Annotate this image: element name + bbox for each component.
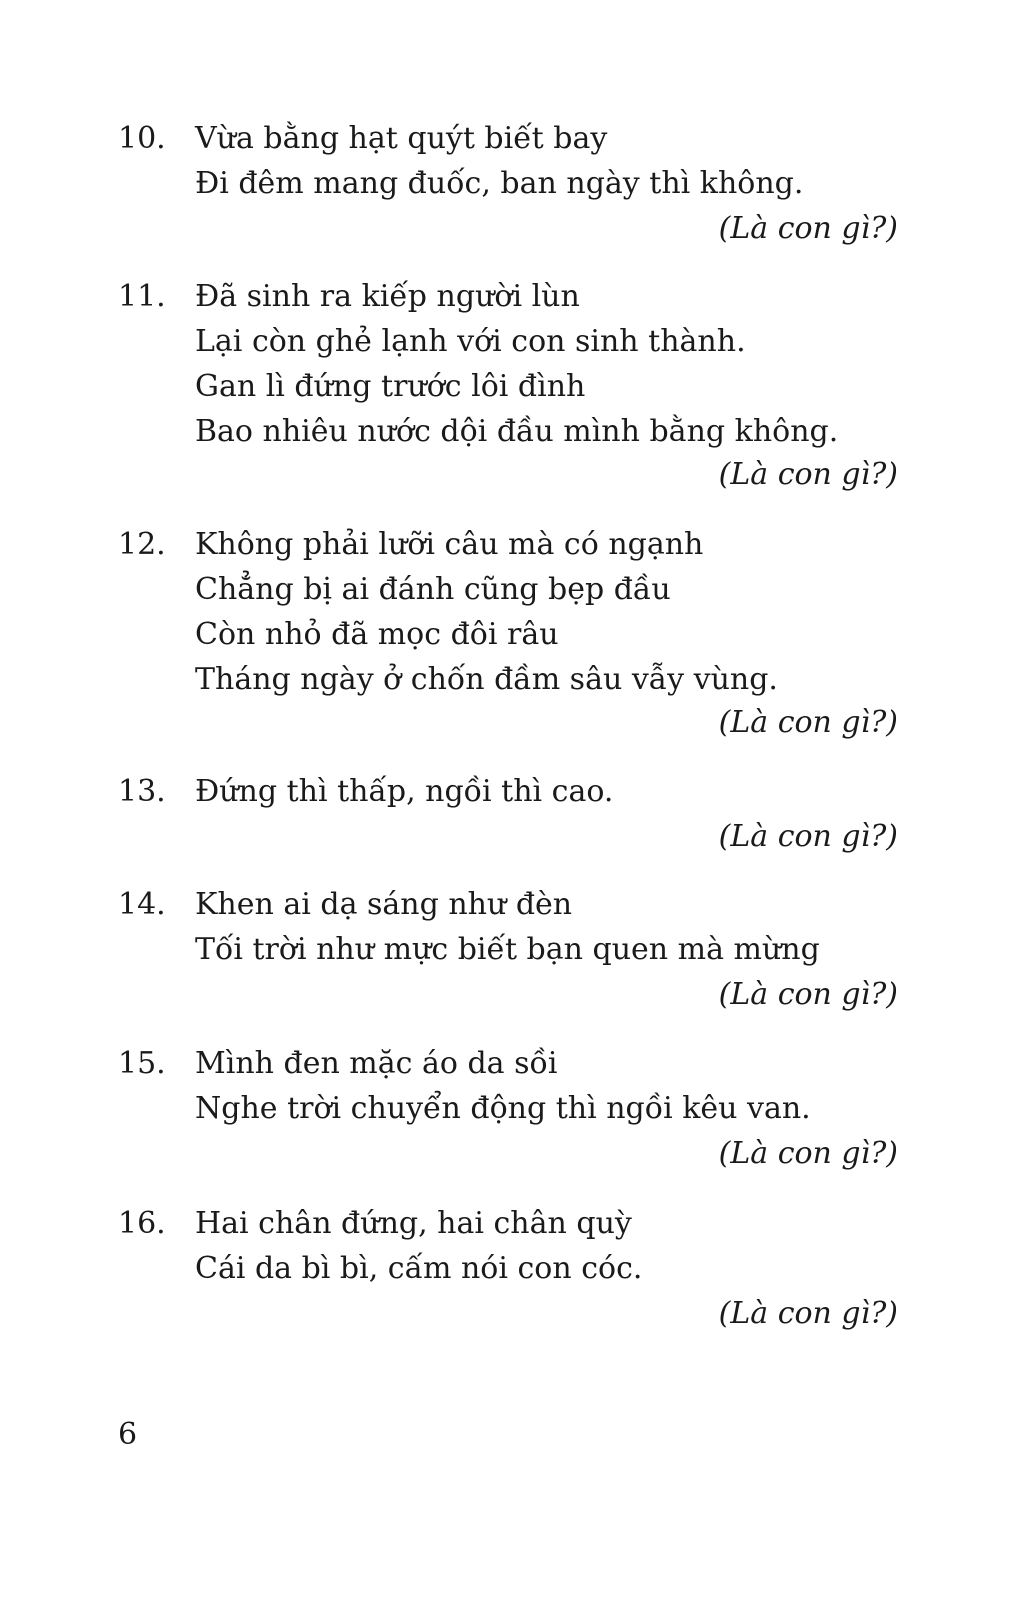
riddle-verse [195, 769, 895, 814]
riddle-number: 13. [118, 774, 166, 809]
riddle-number: 10. [118, 121, 166, 156]
verse-line: Tối trời như mực biết bạn quen mà mừng [195, 932, 820, 967]
riddle-verse [195, 522, 895, 702]
riddle-verse [195, 882, 895, 972]
riddle-number: 12. [118, 527, 166, 562]
verse-line: Vừa bằng hạt quýt biết bay [195, 121, 608, 156]
riddle-answer-prompt: (Là con gì?) [718, 1296, 898, 1331]
riddle-verse [195, 274, 895, 454]
riddle-verse [195, 116, 895, 206]
riddle-answer-prompt: (Là con gì?) [718, 977, 898, 1012]
riddle-verse [195, 1041, 895, 1131]
verse-line: Đi đêm mang đuốc, ban ngày thì không. [195, 166, 804, 201]
verse-line: Mình đen mặc áo da sồi [195, 1046, 558, 1081]
riddle-answer-prompt: (Là con gì?) [718, 457, 898, 492]
riddle-number: 16. [118, 1206, 166, 1241]
riddle-number: 11. [118, 279, 166, 314]
riddle-answer-prompt: (Là con gì?) [718, 211, 898, 246]
verse-line: Cái da bì bì, cấm nói con cóc. [195, 1251, 643, 1286]
riddle-number: 14. [118, 887, 166, 922]
riddle-verse [195, 1201, 895, 1291]
verse-line: Chẳng bị ai đánh cũng bẹp đầu [195, 572, 671, 607]
verse-line: Nghe trời chuyển động thì ngồi kêu van. [195, 1091, 811, 1126]
verse-line: Bao nhiêu nước dội đầu mình bằng không. [195, 414, 839, 449]
verse-line: Đã sinh ra kiếp người lùn [195, 279, 580, 314]
verse-line: Gan lì đứng trước lôi đình [195, 369, 586, 404]
verse-line: Hai chân đứng, hai chân quỳ [195, 1206, 632, 1241]
verse-line: Tháng ngày ở chốn đầm sâu vẫy vùng. [195, 662, 778, 697]
verse-line: Khen ai dạ sáng như đèn [195, 887, 573, 922]
verse-line: Đứng thì thấp, ngồi thì cao. [195, 774, 614, 809]
verse-line: Còn nhỏ đã mọc đôi râu [195, 617, 559, 652]
verse-line: Không phải lưỡi câu mà có ngạnh [195, 527, 704, 562]
riddle-answer-prompt: (Là con gì?) [718, 1136, 898, 1171]
riddle-number: 15. [118, 1046, 166, 1081]
verse-line: Lại còn ghẻ lạnh với con sinh thành. [195, 324, 746, 359]
riddle-answer-prompt: (Là con gì?) [718, 819, 898, 854]
riddle-answer-prompt: (Là con gì?) [718, 705, 898, 740]
page-number: 6 [118, 1417, 138, 1452]
